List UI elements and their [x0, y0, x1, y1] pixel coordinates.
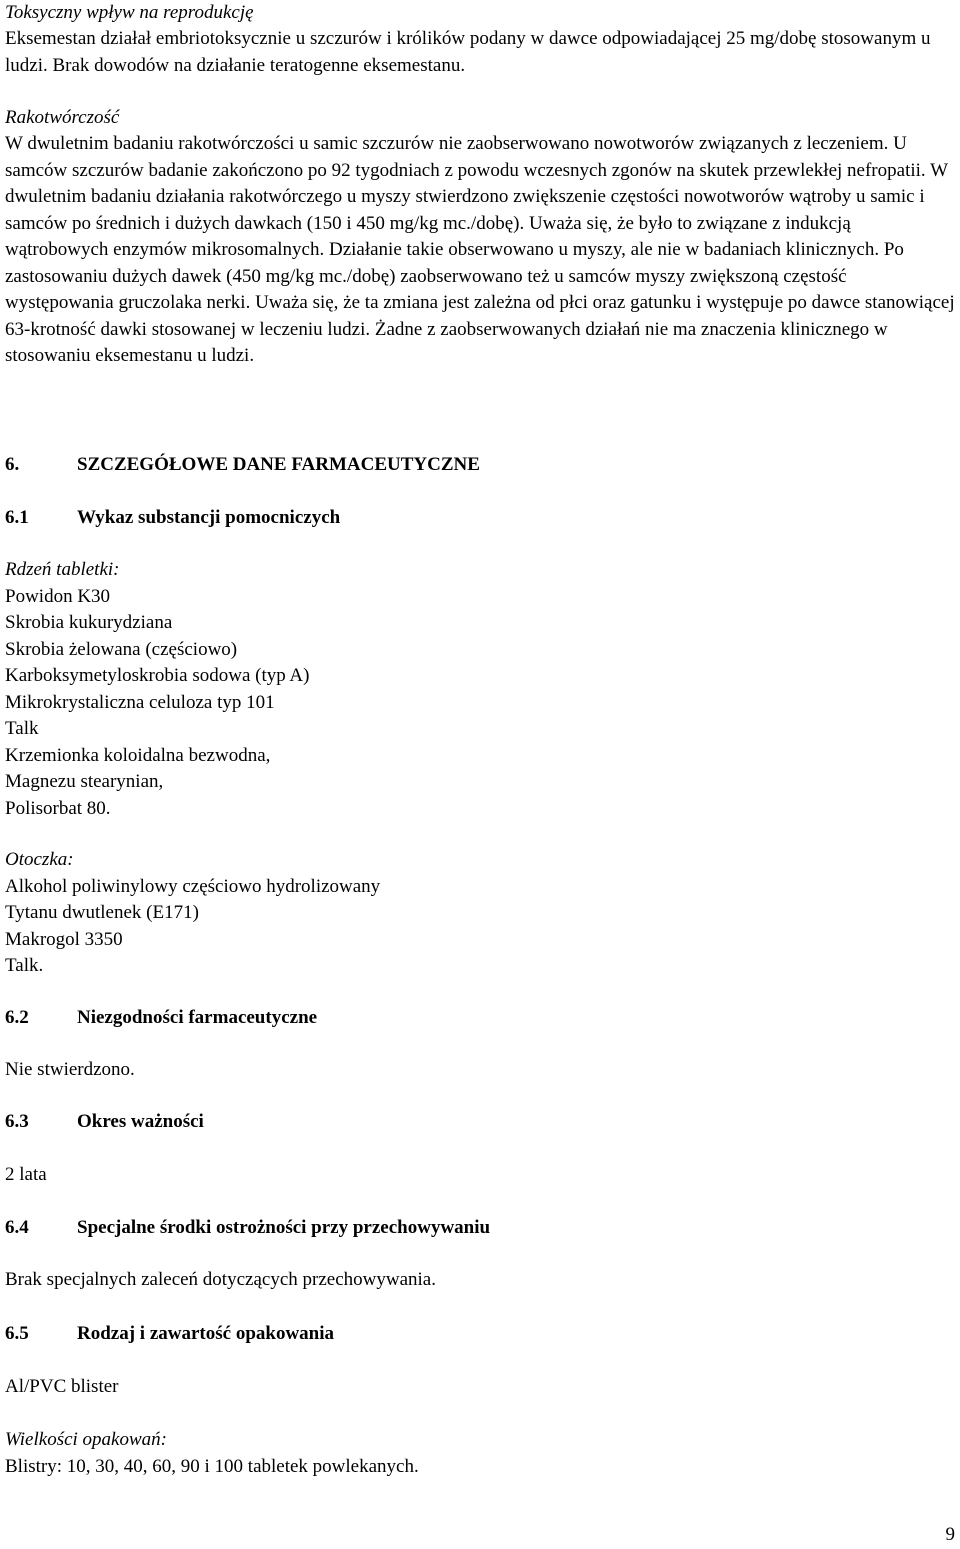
core-excipients: [5, 557, 309, 822]
list-item: Skrobia żelowana (częściowo): [5, 638, 238, 660]
section-6-heading: [5, 452, 480, 479]
list-item: Talk.: [5, 955, 44, 976]
section-title: Rodzaj i zawartość opakowania: [77, 1323, 335, 1344]
section-title: Niezgodności farmaceutyczne: [77, 1007, 318, 1028]
carc-heading: Rakotwórczość: [5, 107, 120, 128]
page-number: 9: [945, 1524, 955, 1545]
section-title: Okres ważności: [77, 1111, 204, 1132]
section-6-3-heading: [5, 1109, 204, 1136]
section-6-4-heading: [5, 1215, 490, 1242]
section-number: 6.1: [5, 507, 29, 528]
list-item: Alkohol poliwinylowy częściowo hydrolizowany: [5, 875, 381, 897]
coating-label: Otoczka:: [5, 849, 74, 870]
list-item: Magnezu stearynian,: [5, 771, 164, 792]
carc-text: W dwuletnim badaniu rakotwórczości u samic szczurów nie zaobserwowano nowotworów związanych z leczeniem. U samców szczurów badanie zakończono po 92 tygodniach z powodu wczesnych zgonów na skutek przewlekłej nefropatii. W dwuletnim badaniu działania rakotwórczego u myszy stwierdzono zwiększenie częstości nowotworów wątroby u samic i samców po średnich i dużych dawkach (150 i 450 mg/kg mc./dobę). Uważa się, że było to związane z indukcją wątrobowych enzymów mikrosomalnych. Działanie takie obserwowano u myszy, ale nie w badaniach klinicznych. Po zastosowaniu dużych dawek (450 mg/kg mc./dobę) zaobserwowano też u samców myszy zwiększoną częstość występowania gruczolaka nerki. Uważa się, że ta zmiana jest zależna od płci oraz gatunku i występuje po dawce stanowiącej 63-krotność dawki stosowanej w leczeniu ludzi. Żadne z zaobserwowanych działań nie ma znaczenia klinicznego w stosowaniu eksemestanu u ludzi.: [5, 133, 955, 366]
pack-sizes-label: Wielkości opakowań:: [5, 1429, 167, 1450]
section-6-2-heading: [5, 1005, 317, 1032]
list-item: Karboksymetyloskrobia sodowa (typ A): [5, 665, 310, 686]
section-title: SZCZEGÓŁOWE DANE FARMACEUTYCZNE: [77, 454, 480, 475]
section-number: 6.2: [5, 1007, 29, 1028]
list-item: Powidon K30: [5, 585, 111, 607]
list-item: Makrogol 3350: [5, 928, 123, 950]
section-6-3-text: 2 lata: [5, 1164, 47, 1185]
repro-text: Eksemestan działał embriotoksycznie u szczurów i królików podany w dawce odpowiadającej 25 mg/dobę stosowanym u ludzi. Brak dowodów na działanie teratogenne eksemestanu.: [5, 28, 931, 76]
list-item: Polisorbat 80.: [5, 797, 111, 819]
section-title: Wykaz substancji pomocniczych: [77, 507, 341, 528]
section-number: 6.3: [5, 1111, 29, 1132]
repro-heading: Toksyczny wpływ na reprodukcję: [5, 2, 254, 23]
list-item: Mikrokrystaliczna celuloza typ 101: [5, 691, 275, 713]
section-number: 6.4: [5, 1217, 29, 1238]
section-6-1-heading: [5, 505, 340, 532]
list-item: Talk: [5, 718, 39, 739]
section-6-5-text: Al/PVC blister: [5, 1376, 119, 1397]
coating-excipients: [5, 847, 380, 980]
section-6-2-text: Nie stwierdzono.: [5, 1059, 135, 1080]
section-title: Specjalne środki ostrożności przy przechowywaniu: [77, 1217, 491, 1238]
pack-sizes-text: Blistry: 10, 30, 40, 60, 90 i 100 tabletek powlekanych.: [5, 1456, 419, 1477]
list-item: Krzemionka koloidalna bezwodna,: [5, 744, 271, 766]
list-item: Tytanu dwutlenek (E171): [5, 902, 199, 923]
section-number: 6.5: [5, 1323, 29, 1344]
list-item: Skrobia kukurydziana: [5, 612, 173, 633]
section-6-5-heading: [5, 1321, 334, 1348]
section-6-4-text: Brak specjalnych zaleceń dotyczących przechowywania.: [5, 1269, 436, 1290]
section-number: 6.: [5, 454, 20, 475]
core-label: Rdzeń tabletki:: [5, 559, 120, 580]
